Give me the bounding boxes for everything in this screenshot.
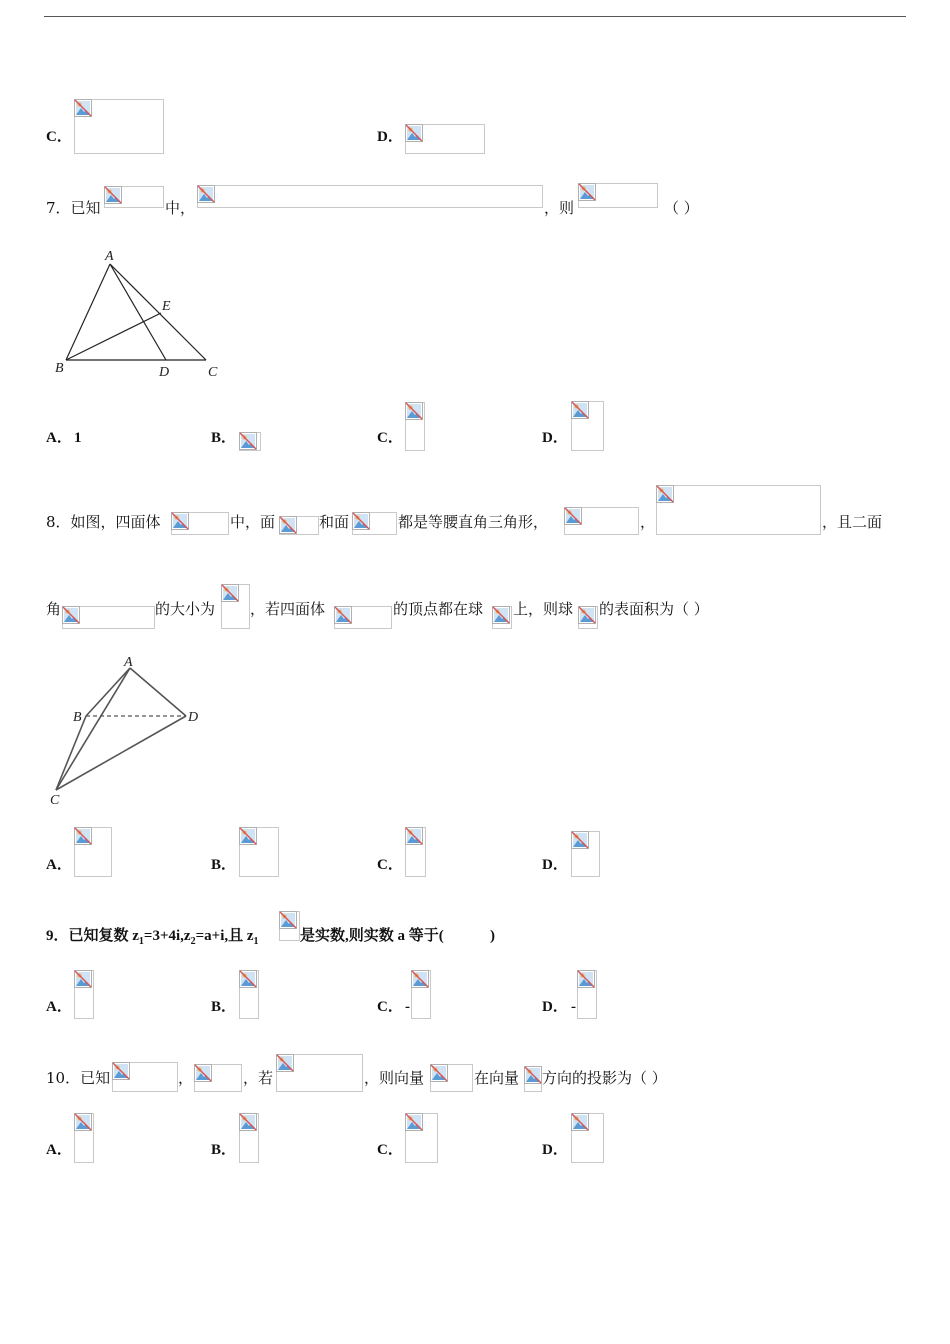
- broken-image-icon: [405, 402, 423, 420]
- q7-figure-label-e: E: [162, 299, 171, 314]
- q8-option-a-label: A．: [46, 857, 72, 873]
- broken-image-icon: [276, 1054, 294, 1072]
- q8-figure-label-d: D: [188, 710, 199, 725]
- broken-image-icon: [571, 401, 589, 419]
- broken-image-icon: [194, 1064, 212, 1082]
- q9-option-d-label: D．: [542, 999, 568, 1015]
- q10-option-d-image: [571, 1113, 604, 1163]
- q8-figure-label-a: A: [124, 655, 133, 670]
- q10-formula-3: [276, 1054, 363, 1092]
- q7-option-d-image: [571, 401, 604, 451]
- q7-figure-label-d: D: [159, 365, 170, 380]
- q8-comma: ，: [640, 513, 656, 531]
- broken-image-icon: [104, 186, 122, 204]
- broken-image-icon: [112, 1062, 130, 1080]
- q6-option-d-image: [405, 124, 485, 154]
- broken-image-icon: [221, 584, 239, 602]
- q8-formula-4: [564, 507, 639, 535]
- q9-option-a-image: [74, 970, 94, 1019]
- q8-formula-8: [334, 606, 392, 629]
- q10-comma: ，: [178, 1069, 194, 1087]
- q9-option-d-image: [577, 970, 597, 1019]
- broken-image-icon: [74, 1113, 92, 1131]
- q6-option-c-label: C．: [46, 129, 72, 145]
- broken-image-icon: [74, 99, 92, 117]
- broken-image-icon: [74, 827, 92, 845]
- q7-formula-1: [104, 186, 164, 208]
- q8-formula-9: [492, 606, 512, 629]
- q9-formula-1: [279, 911, 300, 941]
- broken-image-icon: [279, 911, 297, 929]
- q8-formula-6: [62, 606, 155, 629]
- broken-image-icon: [239, 1113, 257, 1131]
- q7-option-c-label: C．: [377, 430, 403, 446]
- q7-figure-label-b: B: [55, 361, 64, 376]
- q7-formula-2: [197, 185, 543, 208]
- q6-option-c-image: [74, 99, 164, 154]
- q8-formula-1: [171, 512, 229, 535]
- q8-l2-b: 的大小为: [155, 600, 216, 618]
- q8-s3: 都是等腰直角三角形，: [398, 513, 549, 531]
- q10-ruo: ，若: [243, 1069, 274, 1087]
- q8-figure-label-c: C: [50, 793, 60, 808]
- broken-image-icon: [239, 432, 257, 450]
- q7-then: ，则: [544, 199, 575, 217]
- q10-option-b-image: [239, 1113, 259, 1163]
- q7-answer-paren: （ ）: [664, 199, 699, 217]
- q7-option-b-image: [239, 432, 261, 451]
- q7-mid: 中，: [165, 199, 196, 217]
- q10-formula-2: [194, 1064, 242, 1092]
- q8-l2-d: 的顶点都在球: [393, 600, 484, 618]
- q8-s1: 中，面: [230, 513, 276, 531]
- q7-formula-3: [578, 183, 658, 208]
- q8-option-d-image: [571, 831, 600, 877]
- broken-image-icon: [279, 516, 297, 534]
- q8-formula-10: [578, 606, 598, 629]
- q9-option-c-label: C．: [377, 999, 403, 1015]
- broken-image-icon: [74, 970, 92, 988]
- broken-image-icon: [430, 1064, 448, 1082]
- q8-option-c-image: [405, 827, 426, 877]
- q8-option-a-image: [74, 827, 112, 877]
- q8-tetrahedron-figure: [44, 650, 219, 810]
- q8-l2-c: ，若四面体: [250, 600, 326, 618]
- q7-triangle-figure: [48, 246, 228, 382]
- q9-option-c-image: [411, 970, 431, 1019]
- q10-then: ，则向量: [364, 1069, 425, 1087]
- broken-image-icon: [578, 606, 596, 624]
- q10-option-c-label: C．: [377, 1142, 403, 1158]
- q9-option-a-label: A．: [46, 999, 72, 1015]
- q7-option-a-label: A．: [46, 430, 72, 446]
- q8-figure-label-b: B: [73, 710, 82, 725]
- q10-option-a-image: [74, 1113, 94, 1163]
- header-rule: [44, 16, 906, 17]
- broken-image-icon: [405, 1113, 423, 1131]
- q8-l2-f: 的表面积为（ ）: [599, 600, 709, 618]
- q10-option-b-label: B．: [211, 1142, 237, 1158]
- q8-option-c-label: C．: [377, 857, 403, 873]
- q7-option-c-image: [405, 402, 425, 451]
- q9-paren-close: ): [490, 928, 495, 944]
- broken-image-icon: [411, 970, 429, 988]
- q8-l2-a: 角: [46, 600, 62, 618]
- q8-option-d-label: D．: [542, 857, 568, 873]
- q7-option-a-value: 1: [74, 430, 82, 446]
- broken-image-icon: [578, 183, 596, 201]
- broken-image-icon: [334, 606, 352, 624]
- q10-prefix: 10．已知: [46, 1069, 111, 1087]
- q7-figure-label-c: C: [208, 365, 218, 380]
- broken-image-icon: [492, 606, 510, 624]
- q8-s4: ，且二面: [822, 513, 883, 531]
- broken-image-icon: [405, 124, 423, 142]
- q9-option-b-label: B．: [211, 999, 237, 1015]
- q7-option-b-label: B．: [211, 430, 237, 446]
- q8-option-b-image: [239, 827, 279, 877]
- broken-image-icon: [62, 606, 80, 624]
- q8-l2-e: 上，则球: [513, 600, 574, 618]
- q8-option-b-label: B．: [211, 857, 237, 873]
- q9-option-d-minus: -: [571, 999, 576, 1015]
- q7-figure-label-a: A: [105, 249, 114, 264]
- broken-image-icon: [656, 485, 674, 503]
- broken-image-icon: [405, 827, 423, 845]
- q8-s2: 和面: [319, 513, 350, 531]
- q10-on: 在向量: [474, 1069, 520, 1087]
- q7-prefix: 7．已知: [46, 199, 101, 217]
- broken-image-icon: [239, 970, 257, 988]
- q8-formula-5: [656, 485, 821, 535]
- q6-option-d-label: D．: [377, 129, 403, 145]
- broken-image-icon: [571, 831, 589, 849]
- q9-suffix: 是实数,则实数 a 等于(: [300, 928, 444, 944]
- q10-suffix: 方向的投影为（ ）: [542, 1069, 667, 1087]
- q8-prefix: 8．如图，四面体: [46, 513, 161, 531]
- q9-option-c-minus: -: [405, 999, 410, 1015]
- broken-image-icon: [171, 512, 189, 530]
- broken-image-icon: [571, 1113, 589, 1131]
- q10-option-d-label: D．: [542, 1142, 568, 1158]
- q8-formula-3: [352, 512, 397, 535]
- q10-formula-5: [524, 1066, 542, 1092]
- q8-formula-7: [221, 584, 250, 629]
- q9-option-b-image: [239, 970, 259, 1019]
- broken-image-icon: [577, 970, 595, 988]
- broken-image-icon: [197, 185, 215, 203]
- broken-image-icon: [352, 512, 370, 530]
- q10-option-c-image: [405, 1113, 438, 1163]
- broken-image-icon: [564, 507, 582, 525]
- q9-stem: 9．已知复数 $z_1=3+4i,z_2=a+i$,且 $z_1$: [46, 928, 259, 947]
- broken-image-icon: [524, 1066, 542, 1084]
- q10-formula-1: [112, 1062, 178, 1092]
- q10-formula-4: [430, 1064, 473, 1092]
- q7-option-d-label: D．: [542, 430, 568, 446]
- broken-image-icon: [239, 827, 257, 845]
- q8-formula-2: [279, 516, 319, 535]
- q10-option-a-label: A．: [46, 1142, 72, 1158]
